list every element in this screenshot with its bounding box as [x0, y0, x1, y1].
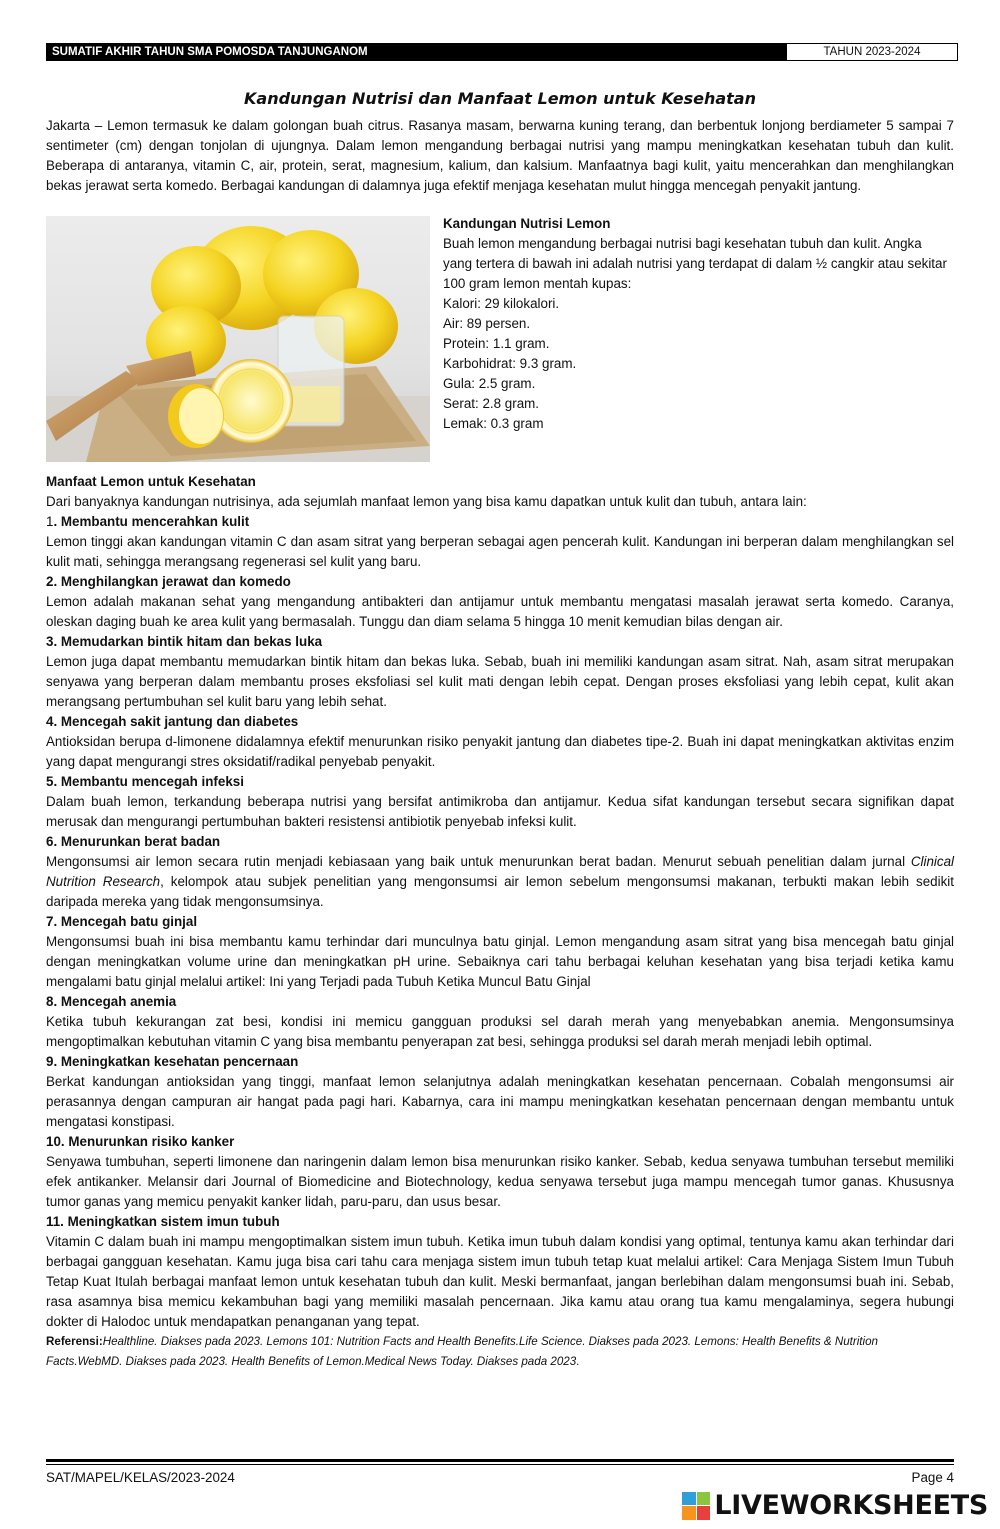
benefit-title: . Menurunkan risiko kanker — [60, 1134, 235, 1149]
page-header — [46, 43, 958, 61]
benefit-heading — [46, 992, 954, 1012]
benefit-number: 10 — [46, 1134, 61, 1149]
benefit-title: . Memudarkan bintik hitam dan bekas luka — [53, 634, 323, 649]
benefit-number: 6 — [46, 834, 54, 849]
benefits-heading: Manfaat Lemon untuk Kesehatan — [46, 474, 256, 489]
benefit-text: Mengonsumsi buah ini bisa membantu kamu terhindar dari munculnya batu ginjal. Lemon mengandung asam sitrat yang bisa mencegah batu ginjal dengan meningkatkan volume urine dan meningkatkan pH urine. Sebaiknya cari tahu berbagai keluhan kesehatan yang bisa terjadi ketika kamu mengalami batu ginjal melalui artikel: Ini yang Terjadi pada Tubuh Ketika Muncul Batu Ginjal — [46, 934, 954, 989]
reference-text: Healthline. Diakses pada 2023. Lemons 101: Nutrition Facts and Health Benefits.Life Science. Diakses pada 2023. Lemons: Health Benefits & Nutrition Facts.WebMD. Diakses pada 2023. Health Benefits of Lemon.Medical News Today. Diakses pada 2023 — [46, 1335, 878, 1368]
article-content — [46, 116, 954, 1372]
benefit-heading — [46, 1212, 954, 1232]
nutrition-text: Buah lemon mengandung berbagai nutrisi bagi kesehatan tubuh dan kulit. Angka yang tertera di bawah ini adalah nutrisi yang terdapat di dalam ½ cangkir atau sekitar 100 gram lemon mentah kupas: — [443, 236, 947, 291]
benefit-number: 3 — [46, 634, 54, 649]
benefit-heading — [46, 772, 954, 792]
intro-paragraph: Jakarta – Lemon termasuk ke dalam golongan buah citrus. Rasanya masam, berwarna kuning terang, dan berbentuk lonjong berdiameter 5 sampai 7 sentimeter (cm) dengan tonjolan di ujungnya. Dalam lemon mengandung berbagai nutrisi yang mampu meningkatkan kesehatan tubuh dan kulit. Beberapa di antaranya, vitamin C, air, protein, serat, magnesium, kalium, dan kalsium. Manfaatnya bagi kulit, yaitu mencerahkan dan menghilangkan bekas jerawat serta komedo. Berbagai kandungan di dalamnya juga efektif menjaga kesehatan mulut hingga mencegah penyakit jantung. — [46, 118, 954, 193]
benefit-heading — [46, 572, 954, 592]
nutrition-heading: Kandungan Nutrisi Lemon — [443, 216, 611, 231]
benefit-text: Dalam buah lemon, terkandung beberapa nutrisi yang bersifat antimikroba dan antijamur. Kedua sifat kandungan tersebut secara signifikan dapat merusak dan mengurangi pertumbuhan bakteri resistensi antibiotik penyebab infeksi kulit. — [46, 794, 954, 829]
lemon-photo — [46, 216, 430, 462]
references: Referensi:Healthline. Diakses pada 2023. Lemons 101: Nutrition Facts and Health Benefits.Life Science. Diakses pada 2023. Lemons: Health Benefits & Nutrition Facts.WebMD. Diakses pada 2023. Health Benefits of Lemon.Medical News Today. Diakses pada 2023. — [46, 1335, 878, 1368]
liveworksheets-logo-icon — [682, 1492, 710, 1520]
benefit-number: 8 — [46, 994, 54, 1009]
benefit-text: Antioksidan berupa d-limonene didalamnya efektif menurunkan risiko penyakit jantung dan diabetes tipe-2. Buah ini dapat meningkatkan aktivitas enzim yang dapat mengurangi stres oksidatif/radikal penyebab penyakit. — [46, 734, 954, 769]
benefit-number: 7 — [46, 914, 54, 929]
nutrition-item: Protein: 1.1 gram. — [443, 336, 550, 351]
benefit-heading — [46, 512, 954, 532]
benefit-text: Mengonsumsi air lemon secara rutin menjadi kebiasaan yang baik untuk menurunkan berat badan. Menurut sebuah penelitian dalam jurnal Clinical Nutrition Research, kelompok atau subjek penelitian yang mengonsumsi air lemon sebelum mengonsumsi makanan, terbukti makan lebih sedikit daripada mereka yang tidak mengonsumsinya. — [46, 854, 954, 909]
liveworksheets-text: LIVEWORKSHEETS — [714, 1490, 988, 1521]
benefit-text: Senyawa tumbuhan, seperti limonene dan naringenin dalam lemon bisa menurunkan risiko kanker. Sebab, kedua senyawa tumbuhan tersebut memiliki efek antikanker. Melansir dari Journal of Biomedicine and Biotechnology, kedua senyawa tersebut juga mampu mencegah tumor ganas. Khususnya tumor ganas yang memicu penyakit kanker lidah, paru-paru, dan usus besar. — [46, 1154, 954, 1209]
benefit-heading — [46, 1132, 954, 1152]
footer-divider-thin — [46, 1464, 954, 1465]
benefit-number: 1 — [46, 514, 54, 529]
nutrition-item: Lemak: 0.3 gram — [443, 416, 544, 431]
benefit-text: Ketika tubuh kekurangan zat besi, kondisi ini memicu gangguan produksi sel darah merah yang menyebabkan anemia. Mengonsumsinya mengoptimalkan kebutuhan vitamin C yang bisa membantu penyerapan zat besi, sehingga produksi sel darah merah menjadi lebih optimal. — [46, 1014, 954, 1049]
benefit-number: 2 — [46, 574, 54, 589]
benefit-heading — [46, 1052, 954, 1072]
nutrition-item: Kalori: 29 kilokalori. — [443, 296, 560, 311]
header-school-title: SUMATIF AKHIR TAHUN SMA POMOSDA TANJUNGANOM — [46, 43, 786, 61]
benefit-title: . Mencegah batu ginjal — [53, 914, 198, 929]
benefit-heading — [46, 912, 954, 932]
footer-code: SAT/MAPEL/KELAS/2023-2024 — [46, 1470, 235, 1485]
nutrition-info — [443, 214, 954, 462]
benefits-section — [46, 472, 954, 1372]
benefit-number: 4 — [46, 714, 54, 729]
benefit-title: . Meningkatkan kesehatan pencernaan — [53, 1054, 299, 1069]
benefit-number: 5 — [46, 774, 54, 789]
benefit-number: 11 — [46, 1214, 61, 1229]
liveworksheets-watermark — [682, 1490, 988, 1521]
article-title: Kandungan Nutrisi dan Manfaat Lemon untuk Kesehatan — [244, 89, 756, 108]
benefit-text: Lemon juga dapat membantu memudarkan bintik hitam dan bekas luka. Sebab, buah ini memiliki kandungan asam sitrat. Nah, asam sitrat merupakan senyawa yang berperan dalam membantu proses eksfoliasi sel kulit mati dengan lebih cepat. Dengan proses eksfoliasi yang lebih cepat, kulit akan merangsang pertumbuhan sel kulit baru yang lebih sehat. — [46, 654, 954, 709]
benefit-heading — [46, 632, 954, 652]
benefit-title: . Membantu mencerahkan kulit — [53, 514, 250, 529]
benefits-intro: Dari banyaknya kandungan nutrisinya, ada sejumlah manfaat lemon yang bisa kamu dapatkan untuk kulit dan tubuh, antara lain: — [46, 494, 807, 509]
benefit-title: . Menghilangkan jerawat dan komedo — [53, 574, 291, 589]
page-number: Page 4 — [911, 1470, 954, 1485]
benefit-number: 9 — [46, 1054, 54, 1069]
benefit-title: . Membantu mencegah infeksi — [53, 774, 244, 789]
header-year: TAHUN 2023-2024 — [786, 43, 958, 61]
benefit-heading — [46, 712, 954, 732]
benefit-text: Berkat kandungan antioksidan yang tinggi, manfaat lemon selanjutnya adalah meningkatkan kesehatan pencernaan. Cobalah mengonsumsi air perasannya dengan campuran air hangat pada pagi hari. Kabarnya, cara ini mampu meningkatkan kesehatan pencernaan dengan membantu untuk mengatasi konstipasi. — [46, 1074, 954, 1129]
benefit-title: . Menurunkan berat badan — [53, 834, 221, 849]
benefit-title: . Mencegah anemia — [53, 994, 177, 1009]
benefit-heading — [46, 832, 954, 852]
nutrition-section — [46, 216, 954, 462]
footer-divider — [46, 1459, 954, 1462]
journal-name: Clinical Nutrition Research — [46, 854, 954, 889]
benefit-text: Lemon adalah makanan sehat yang mengandung antibakteri dan antijamur untuk membantu mengatasi masalah jerawat serta komedo. Caranya, oleskan daging buah ke area kulit yang bermasalah. Tunggu dan diam selama 5 hingga 10 menit kemudian bilas dengan air. — [46, 594, 954, 629]
nutrition-item: Karbohidrat: 9.3 gram. — [443, 356, 577, 371]
reference-label: Referensi: — [46, 1335, 103, 1348]
nutrition-item: Air: 89 persen. — [443, 316, 531, 331]
benefit-text: Lemon tinggi akan kandungan vitamin C dan asam sitrat yang berperan sebagai agen pencerah kulit. Kandungan ini berperan dalam menghilangkan sel kulit mati, sehingga merangsang regenerasi sel kulit yang baru. — [46, 534, 954, 569]
nutrition-item: Gula: 2.5 gram. — [443, 376, 536, 391]
nutrition-item: Serat: 2.8 gram. — [443, 396, 540, 411]
benefit-text: Vitamin C dalam buah ini mampu mengoptimalkan sistem imun tubuh. Ketika imun tubuh dalam kondisi yang optimal, tentunya kamu akan terhindar dari berbagai gangguan kesehatan. Kamu juga bisa cari tahu cara menjaga sistem imun tubuh tetap kuat melalui artikel: Cara Menjaga Sistem Imun Tubuh Tetap Kuat Itulah berbagai manfaat lemon untuk kesehatan tubuh dan kulit. Meski bermanfaat, jangan berlebihan dalam mengonsumsi buah ini. Sebab, rasa asamnya bisa memicu kekambuhan bagi yang memiliki masalah pencernaan. Jika kamu atau orang tua kamu mengalaminya, segera hubungi dokter di Halodoc untuk mendapatkan penanganan yang tepat. — [46, 1234, 954, 1329]
benefit-title: . Mencegah sakit jantung dan diabetes — [53, 714, 299, 729]
benefit-title: . Meningkatkan sistem imun tubuh — [60, 1214, 280, 1229]
